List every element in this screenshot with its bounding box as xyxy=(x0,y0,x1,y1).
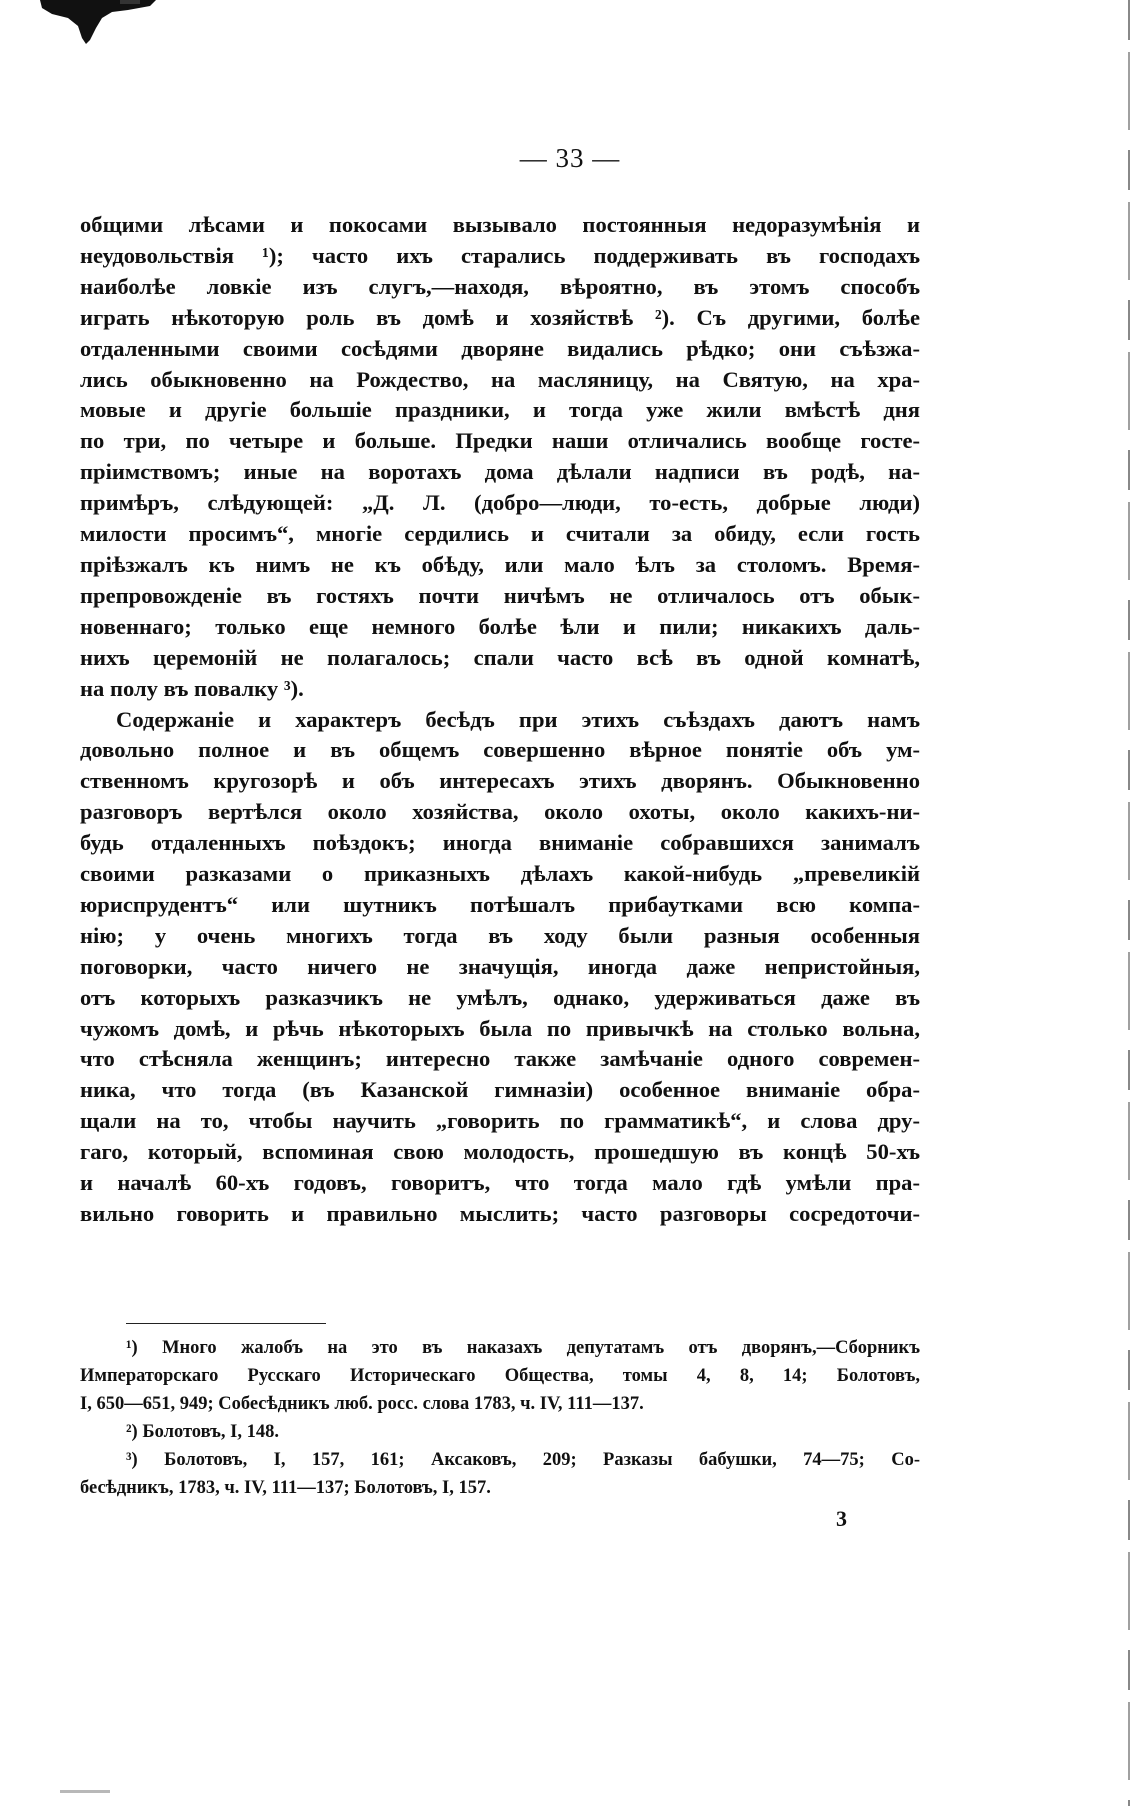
text-line: по три, по четыре и больше. Предки наши отличались вообще госте- xyxy=(80,428,920,454)
text-line: чужомъ домѣ, и рѣчь нѣкоторыхъ была по привычкѣ на столько вольна, xyxy=(80,1015,920,1041)
text-line: нихъ церемоній не полагалось; спали часто всѣ въ одной комнатѣ, xyxy=(80,644,920,670)
footnote-line: ¹) Много жалобъ на это въ наказахъ депутатамъ отъ дворянъ,—Сборникъ xyxy=(126,1338,920,1358)
text-line: и началѣ 60-хъ годовъ, говоритъ, что тогда мало гдѣ умѣли пра- xyxy=(80,1170,920,1196)
text-line: пріѣзжалъ къ нимъ не къ обѣду, или мало ѣлъ за столомъ. Время- xyxy=(80,551,920,577)
signature-mark: 3 xyxy=(836,1506,847,1531)
text-line: что стѣсняла женщинъ; интересно также замѣчаніе одного современ- xyxy=(80,1046,920,1072)
main-text xyxy=(80,210,920,1230)
footnote-line: ³) Болотовъ, I, 157, 161; Аксаковъ, 209; Разказы бабушки, 74—75; Со- xyxy=(126,1450,920,1470)
text-line: пріимствомъ; иные на воротахъ дома дѣлали надписи въ родѣ, на- xyxy=(80,459,920,485)
text-line: мовые и другіе большіе праздники, и тогда уже жили вмѣстѣ дня xyxy=(80,397,920,423)
footnotes xyxy=(80,1334,920,1502)
text-line: играть нѣкоторую роль въ домѣ и хозяйствѣ ²). Съ другими, болѣе xyxy=(80,304,920,330)
text-line: довольно полное и въ общемъ совершенно вѣрное понятіе объ ум- xyxy=(80,737,920,763)
footnote-rule xyxy=(126,1323,326,1324)
text-line: будь отдаленныхъ поѣздокъ; иногда вниманіе собравшихся занималъ xyxy=(80,830,920,856)
text-line: отдаленными своими сосѣдями дворяне видались рѣдко; они съѣзжа- xyxy=(80,335,920,361)
page-scuff-mark xyxy=(60,1790,110,1793)
footnote-line: бесѣдникъ, 1783, ч. IV, 111—137; Болотовъ, I, 157. xyxy=(80,1478,491,1498)
text-line: новеннаго; только еще немного болѣе ѣли и пили; никакихъ даль- xyxy=(80,613,920,639)
text-line: милости просимъ“, многіе сердились и считали за обиду, если гость xyxy=(80,521,920,547)
page-number: — 33 — xyxy=(519,143,621,173)
text-line: нію; у очень многихъ тогда въ ходу были разныя особенныя xyxy=(80,922,920,948)
text-line: поговорки, часто ничего не значущія, иногда даже непристойныя, xyxy=(80,953,920,979)
footnote-line: I, 650—651, 949; Собесѣдникъ люб. росс. слова 1783, ч. IV, 111—137. xyxy=(80,1394,644,1414)
text-line: ника, что тогда (въ Казанской гимназіи) особенное вниманіе обра- xyxy=(80,1077,920,1103)
text-line: на полу въ повалку ³). xyxy=(80,675,304,701)
text-line: наиболѣе ловкіе изъ слугъ,—находя, вѣроятно, въ этомъ способъ xyxy=(80,273,920,299)
text-line: Содержаніе и характеръ бесѣдъ при этихъ съѣздахъ даютъ намъ xyxy=(116,706,920,732)
text-line: гаго, который, вспоминая свою молодость, прошедшую въ концѣ 50-хъ xyxy=(80,1139,920,1165)
text-line: своими разказами о приказныхъ дѣлахъ какой-нибудь „превеликій xyxy=(80,861,920,887)
text-line: разговоръ вертѣлся около хозяйства, около охоты, около какихъ-ни- xyxy=(80,799,920,825)
text-line: ственномъ кругозорѣ и объ интересахъ этихъ дворянъ. Обыкновенно xyxy=(80,768,920,794)
text-line: юриспрудентъ“ или шутникъ потѣшалъ прибаутками всю компа- xyxy=(80,891,920,917)
text-line: общими лѣсами и покосами вызывало постоянныя недоразумѣнія и xyxy=(80,212,920,237)
text-line: препровожденіе въ гостяхъ почти ничѣмъ не отличалось отъ обык- xyxy=(80,582,920,608)
text-line: примѣръ, слѣдующей: „Д. Л. (добро—люди, то-есть, добрые люди) xyxy=(80,490,920,516)
text-line: неудовольствія ¹); часто ихъ старались поддерживать въ господахъ xyxy=(80,242,920,268)
text-line: щали на то, чтобы научить „говорить по грамматикѣ“, и слова дру- xyxy=(80,1108,920,1134)
footnote-line: ²) Болотовъ, I, 148. xyxy=(126,1422,279,1442)
text-line: отъ которыхъ разказчикъ не умѣлъ, однако, удерживаться даже въ xyxy=(80,984,920,1010)
footnote-line: Императорскаго Русскаго Историческаго Общества, томы 4, 8, 14; Болотовъ, xyxy=(80,1366,920,1386)
text-line: лись обыкновенно на Рождество, на масляницу, на Святую, на хра- xyxy=(80,366,920,392)
ink-blot-mark xyxy=(38,0,158,45)
page-edge-shadow xyxy=(1128,0,1130,1806)
text-line: вильно говорить и правильно мыслить; часто разговоры сосредоточи- xyxy=(80,1201,920,1226)
